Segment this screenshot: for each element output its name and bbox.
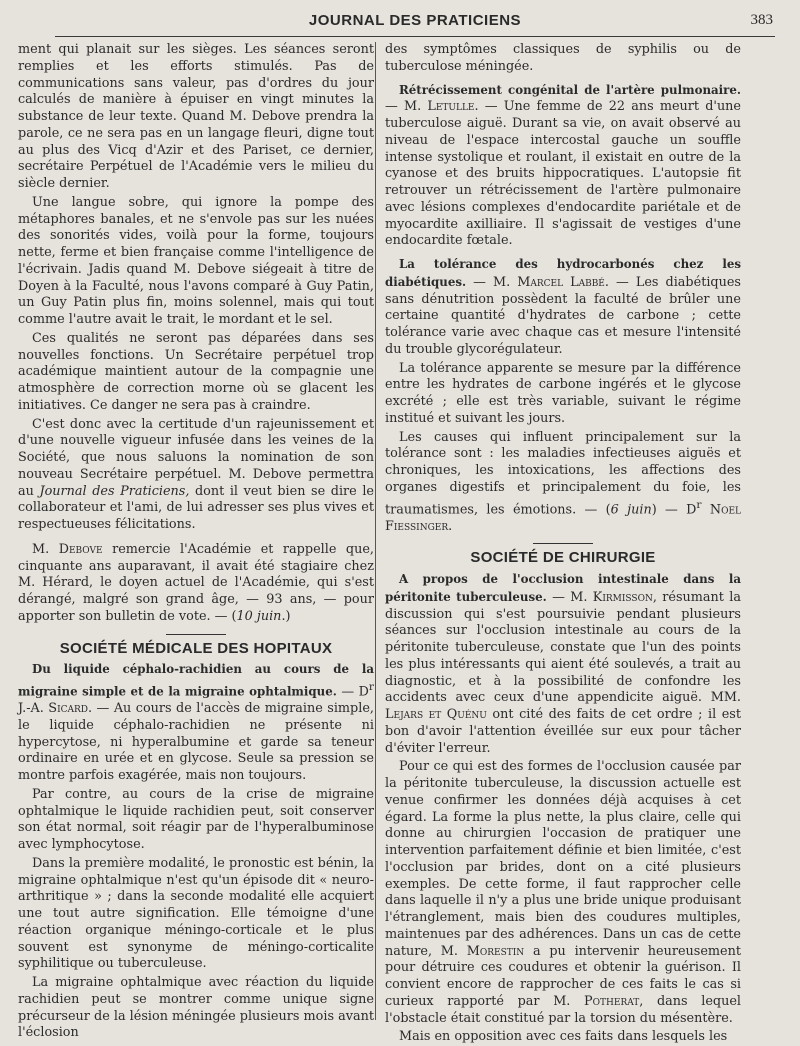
right-column (385, 42, 742, 1045)
author-name: Morestin (466, 943, 525, 959)
section-title: SOCIÉTÉ MÉDICALE DES HOPITAUX (59, 639, 333, 657)
paragraph: Une langue sobre, qui ignore la pompe des métaphores banales, et ne s'envole pas sur les nuées des sonorités vides, voilà pour la forme, toujours nette, ferme et bien française comme l'intelligence de l'écrivain. Jadis quand M. Debove siégeait à titre de Doyen à la Faculté, nous l'avons comparé à Guy Patin, un Guy Patin plus fin, moins solennel, mais qui tout comme l'autre avait le trait, le mordant et le sel. (18, 194, 374, 327)
author-name: Kirmisson (592, 589, 653, 605)
author-name: Noel Fiessinger (385, 501, 741, 534)
article-lead: A propos de l'occlusion intestinale dans la péritonite tuberculeuse. — M. Kirmisson, résumant la discussion qui s'est poursuivie pendant plusieurs séances sur l'occlusion intestinale au cours de la péritonite tuberculeuse, constate que l'un des points les plus intéressants qui aient été soulevés, a trait au diagnostic, et à la possibilité de confondre les accidents avec ceux d'une appendicite aiguë. MM. Lejars et Quénu ont cité des faits de cet ordre ; il est bon d'avoir l'attention éveillée sur eux pour tâcher d'éviter l'erreur. (385, 572, 742, 756)
running-title: JOURNAL DES PRATICIENS (308, 12, 522, 29)
article-heading: Du liquide céphalo-rachidien au cours de la migraine simple et de la migraine ophtalmique. (18, 662, 374, 699)
page-number: 383 (750, 12, 773, 28)
article-heading: La tolérance des hydrocarbonés chez les diabétiques. (385, 257, 741, 289)
column-rule (375, 42, 376, 1020)
paragraph: La migraine ophtalmique avec réaction du liquide rachidien peut se montrer comme unique signe précurseur de la lésion méningée plusieurs mois avant l'éclosion (18, 975, 374, 1041)
paragraph: C'est donc avec la certitude d'un rajeunissement et d'une nouvelle vigueur infusée dans les veines de la Société, que nous saluons la nomination de son nouveau Secrétaire perpétuel. M. Debove permettra au Journal des Praticiens, dont il veut bien se dire le collaborateur et l'ami, de lui adresser ses plus vives et respectueuses félicitations. (18, 416, 374, 532)
left-column (18, 42, 374, 1041)
section-separator (166, 634, 226, 635)
paragraph: ment qui planait sur les sièges. Les séances seront remplies et les efforts stimulés. Pas de communications sans valeur, pas d'ordres du jour calculés de manière à épuiser en vingt minutes la substance de leur texte. Quand M. Debove prendra la parole, ce ne sera pas en un langage fleuri, digne tout au plus des Vicq d'Azir et des Pariset, ce dernier, secrétaire Perpétuel de l'Académie vers le milieu du siècle dernier. (18, 42, 374, 191)
page-header (55, 10, 775, 37)
paragraph: Pour ce qui est des formes de l'occlusion causée par la péritonite tuberculeuse, la discussion actuelle est venue confirmer les données déjà acquises à cet égard. La forme la plus nette, la plus claire, celle qui donne au chirurgien l'occasion de pratiquer une intervention parfaitement définie et bien limitée, c'est l'occlusion par brides, dont on a cité plusieurs exemples. De cette forme, il faut rapprocher celle dans laquelle il n'y a plus une bride unique produisant l'étranglement, mais bien des coudures multiples, maintenues par des adhérences. Dans un cas de cette nature, M. Morestin a pu intervenir heureusement pour détruire ces coudures et obtenir la guérison. Il convient encore de rapprocher de ces faits le cas si curieux rapporté par M. Potherat, dans lequel l'obstacle était constitué par la torsion du mésentère. (385, 759, 741, 1026)
author-name: Marcel Labbé (517, 274, 605, 290)
article-lead: La tolérance des hydrocarbonés chez les diabétiques. — M. Marcel Labbé. — Les diabétiques sans dénutrition possèdent la faculté de brûler une certaine quantité d'hydrates de carbone ; cette tolérance varie avec chaque cas et mesure l'intensité du trouble glycorégulateur. (385, 257, 741, 357)
article-lead: Rétrécissement congénital de l'artère pulmonaire. — M. Letulle. — Une femme de 22 ans meurt d'une tuberculose aiguë. Durant sa vie, on avait observé au niveau de l'espace intercostal gauche un souffle intense systolique et roulant, il existait en outre de la cyanose et des bruits hippocratiques. L'autopsie fit retrouver un rétrécissement de l'artère pulmonaire avec lésions complexes d'endocardite pariétale et de myocardite axilliaire. Il s'agissait de vestiges d'une endocardite fœtale. (385, 82, 741, 249)
author-name: Lejars et Quénu (385, 707, 487, 723)
paragraph: des symptômes classiques de syphilis ou de tuberculose méningée. (385, 42, 741, 74)
author-name: Potherat (584, 993, 640, 1009)
paragraph: La tolérance apparente se mesure par la différence entre les hydrates de carbone ingérés et le glycose excrété ; elle est très variable, suivant le régime institué et suivant les jours. (385, 360, 741, 426)
author-name: J.-A. Sicard. (18, 701, 93, 717)
paragraph: M. Debove remercie l'Académie et rappelle que, cinquante ans auparavant, il avait été stagiaire chez M. Hérard, le doyen actuel de l'Académie, qui s'est dérangé, malgré son grand âge, — 93 ans, — pour apporter son bulletin de vote. — (10 juin.) (18, 541, 374, 624)
paragraph: Dans la première modalité, le pronostic est bénin, la migraine ophtalmique n'est qu'un épisode dit « neuro-arthritique » ; dans la seconde modalité elle acquiert une tout autre signification. Elle témoigne d'une réaction organique méningo-corticale et le plus souvent est synonyme de méningo-corticalite syphilitique ou tuberculeuse. (18, 855, 374, 972)
paragraph: Les causes qui influent principalement sur la tolérance sont : les maladies infectieuses aiguës et chroniques, les intoxications, les affections des organes digestifs et principalement du foie, les traumatismes, les émotions. — (6 juin) — $D^r$ Noel Fiessinger. (385, 429, 741, 534)
journal-title-italic: Journal des Praticiens, (39, 483, 190, 499)
paragraph: Mais en opposition avec ces faits dans lesquels les (399, 1029, 728, 1045)
article-lead: Du liquide céphalo-rachidien au cours de la migraine simple et de la migraine ophtalmique. — $D^r$ J.-A. Sicard. — Au cours de l'accès de migraine simple, le liquide céphalo-rachidien ne présente ni hypercytose, ni hyperalbumine et garde sa teneur ordinaire en urée et en glycose. Seule sa pression se montre parfois exagérée, mais non toujours. (18, 662, 374, 784)
paragraph: Ces qualités ne seront pas déparées dans ses nouvelles fonctions. Un Secrétaire perpétuel trop académique maintient autour de la compagnie une atmosphère de correction morne où se glacent les initiatives. Ce danger ne sera pas à craindre. (18, 330, 374, 413)
section-separator (533, 543, 593, 544)
section-title: SOCIÉTÉ DE CHIRURGIE (470, 549, 656, 567)
article-heading: A propos de l'occlusion intestinale dans la péritonite tuberculeuse. (385, 572, 741, 604)
author-name: Letulle (427, 99, 475, 115)
paragraph: Par contre, au cours de la crise de migraine ophtalmique le liquide rachidien peut, soit conserver son état normal, soit réagir par de l'hyperalbuminose avec lymphocytose. (18, 786, 374, 853)
article-heading: Rétrécissement congénital de l'artère pulmonaire. (399, 82, 741, 97)
